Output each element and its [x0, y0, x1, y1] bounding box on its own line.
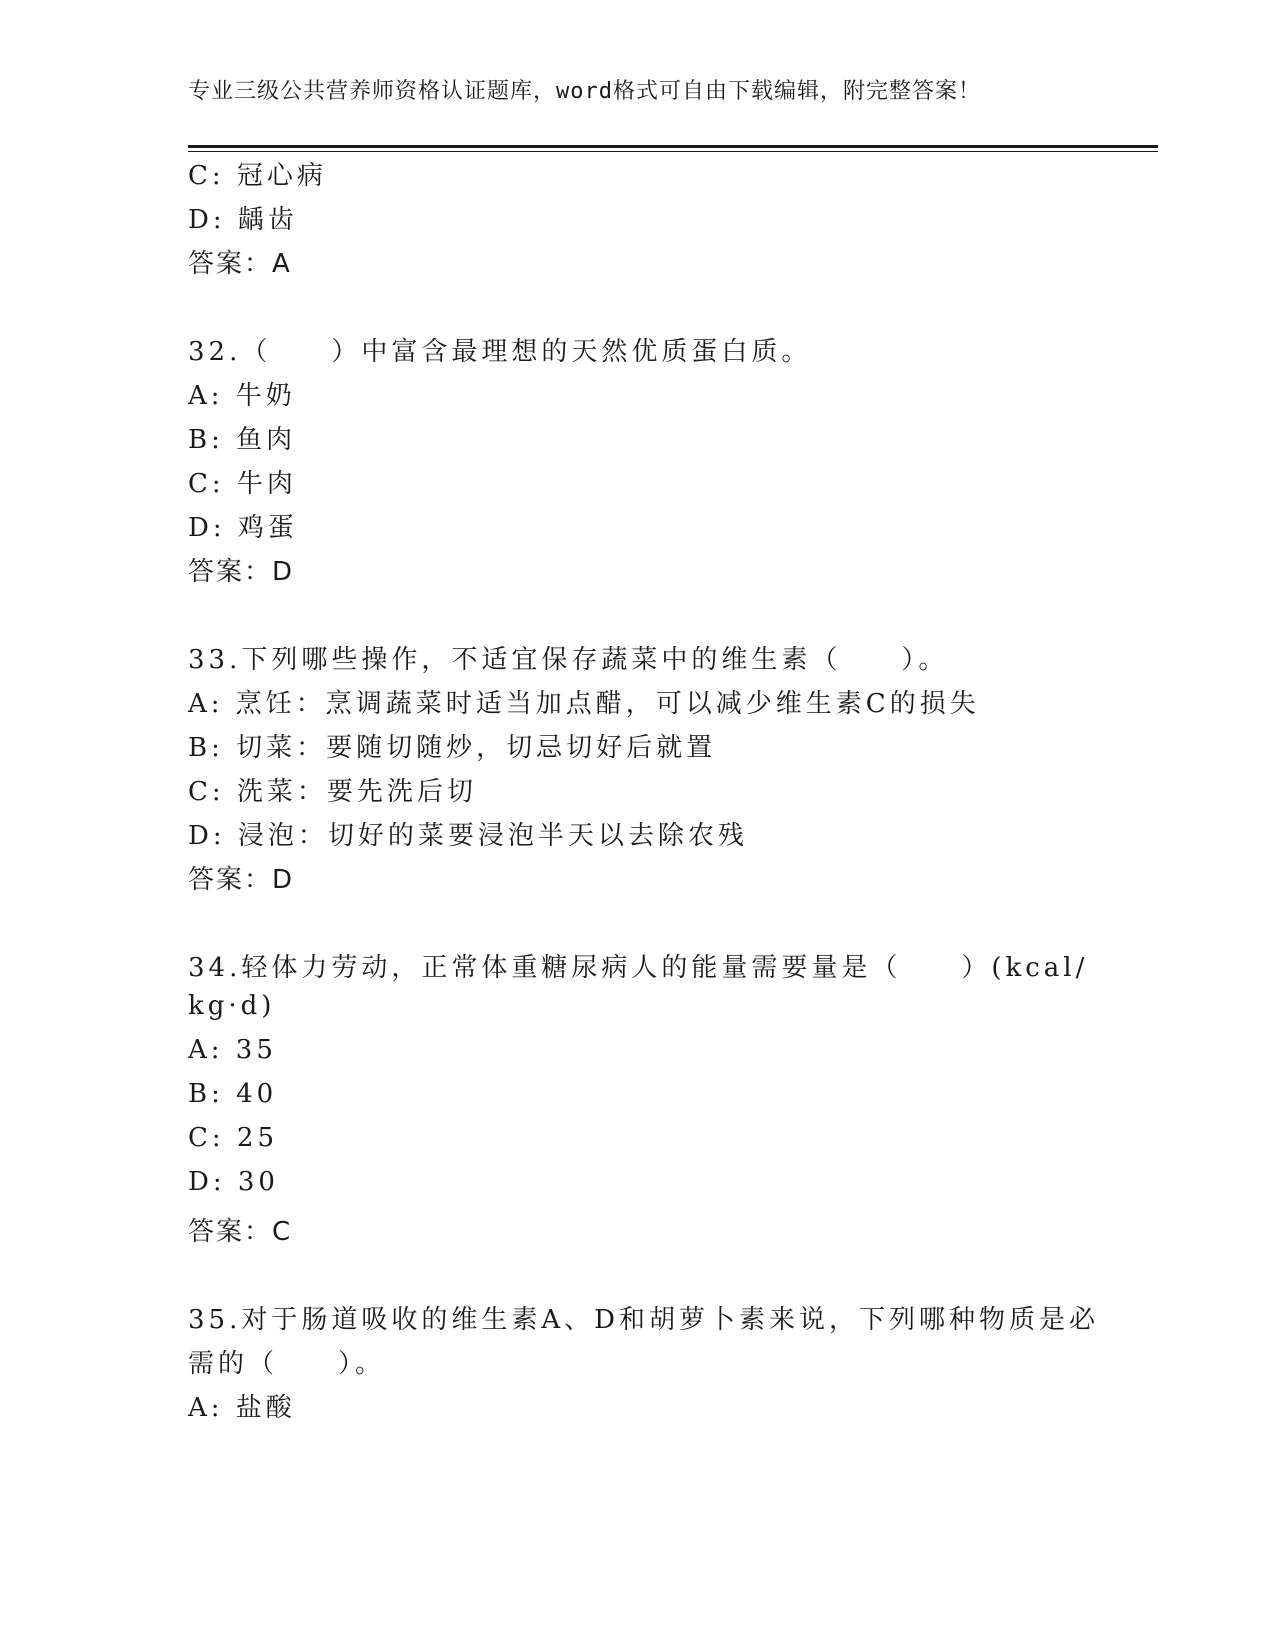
- q32-option-b: B: 鱼肉: [188, 425, 297, 455]
- q32-option-a: A: 牛奶: [188, 381, 296, 411]
- q34-stem-line2: kg·d): [188, 991, 276, 1021]
- q31-option-d: D: 龋齿: [188, 205, 298, 235]
- q32-option-d: D: 鸡蛋: [188, 513, 298, 543]
- q31-option-c: C: 冠心病: [188, 161, 327, 191]
- q34-option-b: B: 40: [188, 1079, 278, 1109]
- q34-option-c: C: 25: [188, 1123, 279, 1153]
- q35-stem-line2: 需的（ ）。: [188, 1349, 386, 1379]
- q35-option-a: A: 盐酸: [188, 1393, 296, 1423]
- q33-answer: 答案：D: [188, 865, 295, 895]
- page-header: 专业三级公共营养师资格认证题库，word格式可自由下载编辑，附完整答案！: [188, 79, 981, 104]
- q34-option-a: A: 35: [188, 1035, 277, 1065]
- q33-option-d: D: 浸泡：切好的菜要浸泡半天以去除农残: [188, 821, 748, 851]
- q34-stem-line1: 34.轻体力劳动，正常体重糖尿病人的能量需要量是（ ）(kcal/: [188, 953, 1089, 983]
- header-divider-thin: [188, 151, 1158, 152]
- q31-answer: 答案：A: [188, 249, 292, 279]
- q32-stem: 32.（ ）中富含最理想的天然优质蛋白质。: [188, 337, 812, 367]
- header-divider-thick: [188, 145, 1158, 148]
- q32-option-c: C: 牛肉: [188, 469, 297, 499]
- q33-option-a: A: 烹饪：烹调蔬菜时适当加点醋，可以减少维生素C的损失: [188, 689, 980, 719]
- q33-option-b: B: 切菜：要随切随炒，切忌切好后就置: [188, 733, 717, 763]
- q35-stem-line1: 35.对于肠道吸收的维生素A、D和胡萝卜素来说，下列哪种物质是必: [188, 1305, 1099, 1335]
- q32-answer: 答案：D: [188, 557, 295, 587]
- q33-stem: 33.下列哪些操作，不适宜保存蔬菜中的维生素（ ）。: [188, 645, 949, 675]
- q33-option-c: C: 洗菜：要先洗后切: [188, 777, 477, 807]
- q34-option-d: D: 30: [188, 1167, 279, 1197]
- q34-answer: 答案：C: [188, 1217, 293, 1247]
